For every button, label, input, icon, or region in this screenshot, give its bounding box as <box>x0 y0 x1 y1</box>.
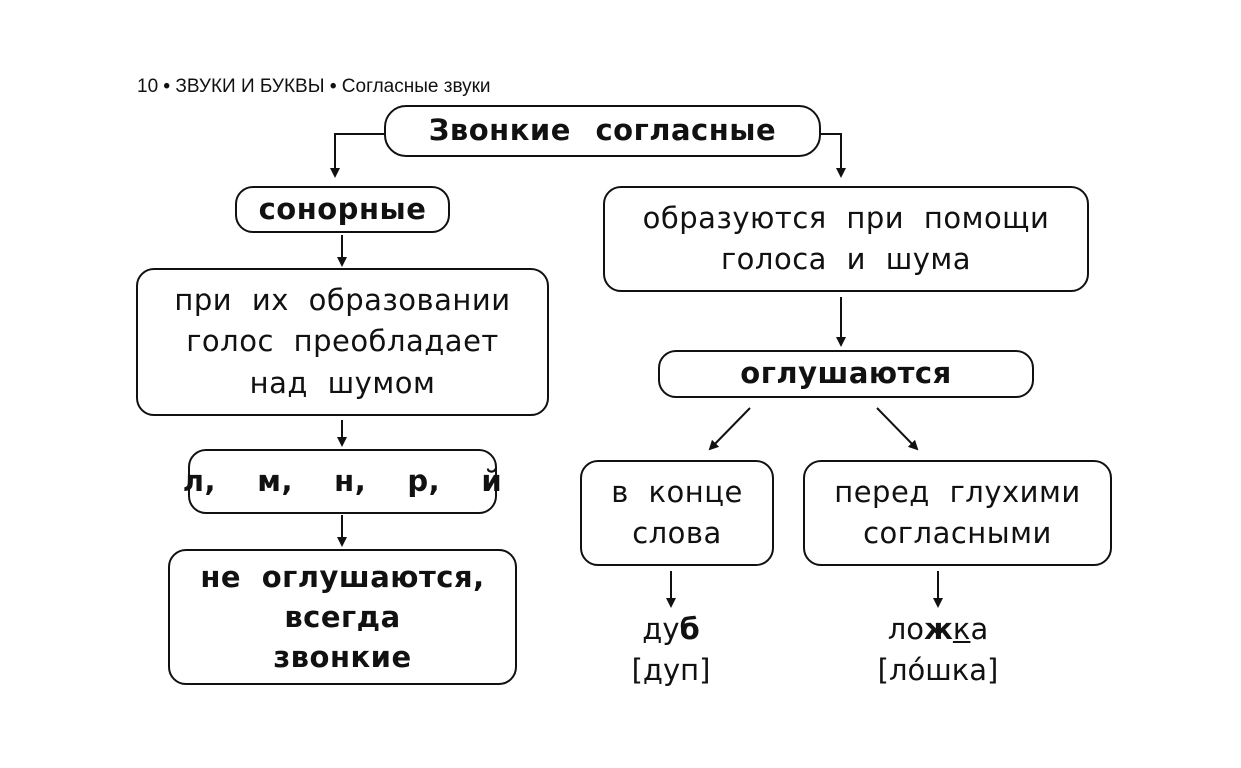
topic-title: Согласные звуки <box>341 76 491 97</box>
sonorant-description-box <box>136 268 549 416</box>
deafening-label: оглушаются <box>740 356 952 391</box>
highlighted-letter: ж <box>924 612 953 646</box>
underlined-letter: к <box>952 612 971 646</box>
case-line: в конце <box>611 474 743 509</box>
sonorant-box <box>235 186 450 233</box>
highlighted-letter: б <box>679 612 700 646</box>
section-title: ЗВУКИ И БУКВЫ <box>175 76 325 97</box>
example-transcription: [дуп] <box>631 652 711 687</box>
letters-box <box>182 449 503 514</box>
sonorant-letters: л, м, н, р, й <box>182 463 503 498</box>
example-transcription: [ло́шка] <box>877 652 999 687</box>
arrow-deafening-to-before <box>877 408 917 449</box>
case-line: слова <box>632 516 722 550</box>
description-line: образуются при помощи <box>642 200 1050 235</box>
header-separator: • <box>163 76 171 97</box>
arrow-root-to-noise <box>821 134 841 176</box>
example-dub <box>596 609 746 690</box>
case-line: согласными <box>863 516 1052 550</box>
before-voiceless-box <box>803 460 1112 566</box>
header-separator: • <box>329 76 337 97</box>
description-line: при их образовании <box>174 283 511 318</box>
description-line: голоса и шума <box>720 242 972 276</box>
word-end-box <box>580 460 774 566</box>
no-deafening-box <box>168 549 517 685</box>
sonorant-label: сонорные <box>258 191 427 226</box>
deafening-box <box>658 350 1034 398</box>
case-line: перед глухими <box>834 474 1081 509</box>
example-word: ложка <box>887 612 989 646</box>
description-line: голос преобладает <box>186 324 499 359</box>
result-line: звонкие <box>273 640 412 674</box>
example-lozhka <box>868 609 1008 690</box>
page-number: 10 <box>137 76 159 97</box>
example-word: дуб <box>642 612 700 646</box>
root-box <box>384 105 821 157</box>
arrow-deafening-to-end <box>710 408 750 449</box>
root-label: Звонкие согласные <box>428 113 777 148</box>
result-line: не оглушаются, <box>200 559 485 594</box>
voice-and-noise-box <box>603 186 1089 292</box>
description-line: над шумом <box>249 365 436 400</box>
result-line: всегда <box>284 599 401 634</box>
arrow-root-to-sonorant <box>335 134 384 176</box>
